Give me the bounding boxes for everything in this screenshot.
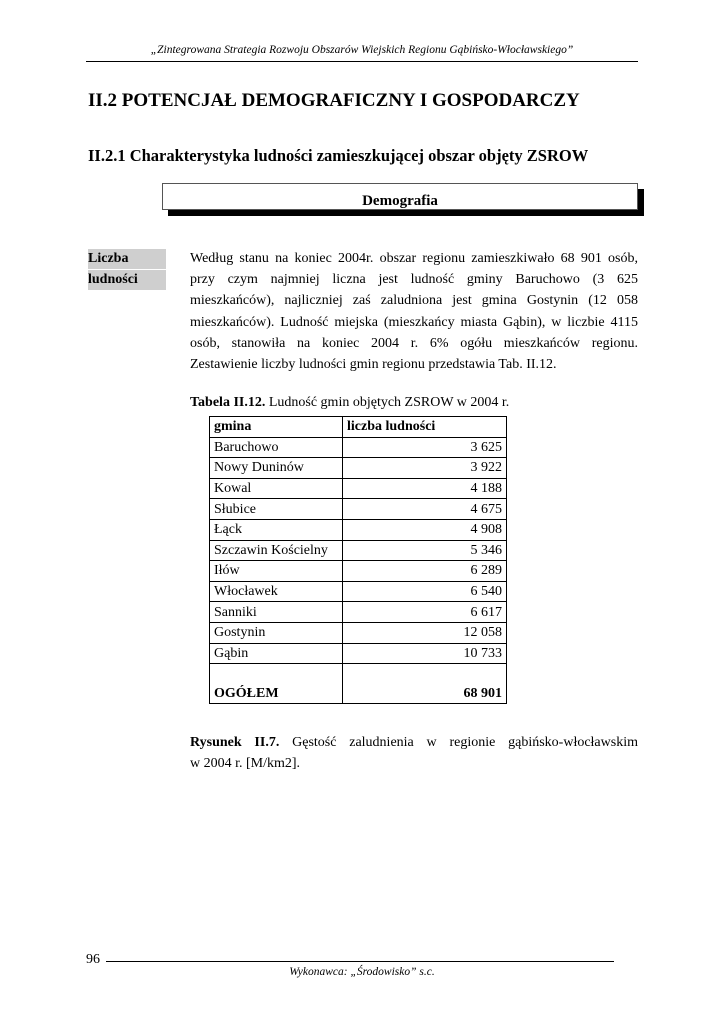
body-line: mieszkańców), najliczniej zaś zaludniona jest gmina Gostynin (12 058	[190, 293, 638, 309]
table-header-row	[210, 417, 507, 438]
body-line: Według stanu na koniec 2004r. obszar regionu zamieszkiwało 68 901 osób,	[190, 251, 638, 266]
cell-population: 3 922	[343, 458, 507, 479]
figure-caption-line1	[190, 732, 638, 753]
table-row	[210, 622, 507, 643]
section-box-title: Demografia	[362, 193, 438, 209]
table-caption-text: Ludność gmin objętych ZSROW w 2004 r.	[265, 395, 510, 410]
figure-caption-label: Rysunek II.7.	[190, 735, 280, 750]
cell-gmina: Nowy Duninów	[210, 458, 343, 479]
cell-gmina: Włocławek	[210, 581, 343, 602]
cell-gmina: Gostynin	[210, 622, 343, 643]
figure-caption-text: Gęstość zaludnienia w regionie gąbińsko-włocławskim	[279, 735, 638, 750]
side-label-line1: Liczba	[88, 249, 166, 269]
table-caption-label: Tabela II.12.	[190, 395, 266, 410]
cell-gmina: Kowal	[210, 478, 343, 499]
cell-population: 4 675	[343, 499, 507, 520]
cell-gmina: Łąck	[210, 519, 343, 540]
body-line: osób, stanowiła na koniec 2004 r. 6% ogółu mieszkańców regionu.	[190, 335, 638, 351]
cell-population: 6 289	[343, 561, 507, 582]
column-header-population: liczba ludności	[343, 417, 507, 438]
table-row	[210, 602, 507, 623]
page-number: 96	[86, 952, 100, 967]
header-divider	[86, 61, 638, 62]
cell-total-value: 68 901	[343, 664, 507, 704]
cell-gmina: Sanniki	[210, 602, 343, 623]
cell-gmina: Gąbin	[210, 643, 343, 664]
table-row	[210, 458, 507, 479]
cell-population: 6 617	[343, 602, 507, 623]
chapter-heading: II.2 POTENCJAŁ DEMOGRAFICZNY I GOSPODARCZY	[88, 90, 580, 111]
cell-gmina: Słubice	[210, 499, 343, 520]
table-row	[210, 581, 507, 602]
table-row	[210, 540, 507, 561]
table-row	[210, 561, 507, 582]
figure-caption	[190, 732, 638, 774]
body-paragraph	[190, 248, 638, 375]
table-row	[210, 437, 507, 458]
body-line: przy czym najmniej liczna jest ludność gminy Baruchowo (3 625	[190, 272, 638, 288]
running-header: „Zintegrowana Strategia Rozwoju Obszarów Wiejskich Regionu Gąbińsko-Włocławskiego”	[150, 44, 574, 56]
cell-population: 4 908	[343, 519, 507, 540]
cell-population: 6 540	[343, 581, 507, 602]
table-row	[210, 519, 507, 540]
running-footer: Wykonawca: „Środowisko” s.c.	[289, 966, 435, 978]
population-table	[209, 416, 507, 704]
table-caption	[190, 395, 509, 411]
body-line: mieszkańców). Ludność miejska (mieszkańcy miasta Gąbin), w liczbie 4115	[190, 314, 638, 330]
cell-population: 12 058	[343, 622, 507, 643]
cell-gmina: Baruchowo	[210, 437, 343, 458]
cell-gmina: Iłów	[210, 561, 343, 582]
table-row	[210, 643, 507, 664]
cell-total-label: OGÓŁEM	[210, 664, 343, 704]
section-heading: II.2.1 Charakterystyka ludności zamieszkującej obszar objęty ZSROW	[88, 146, 589, 165]
table-row	[210, 478, 507, 499]
side-label-line2: ludności	[88, 270, 166, 290]
cell-population: 4 188	[343, 478, 507, 499]
table-total-row	[210, 664, 507, 704]
cell-population: 3 625	[343, 437, 507, 458]
section-box	[162, 183, 638, 210]
table-row	[210, 499, 507, 520]
body-line: Zestawienie liczby ludności gmin regionu przedstawia Tab. II.12.	[190, 357, 557, 373]
figure-caption-line2: w 2004 r. [M/km2].	[190, 756, 301, 772]
footer-divider	[106, 961, 614, 962]
cell-population: 10 733	[343, 643, 507, 664]
cell-gmina: Szczawin Kościelny	[210, 540, 343, 561]
cell-population: 5 346	[343, 540, 507, 561]
column-header-gmina: gmina	[210, 417, 343, 438]
